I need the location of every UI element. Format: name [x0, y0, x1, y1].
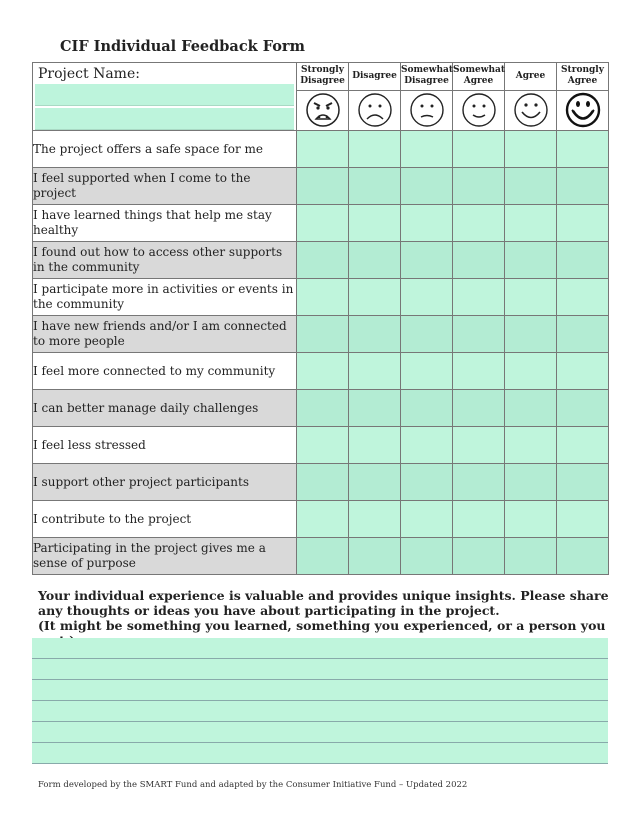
- scale-header-somewhat-agree: Somewhat Agree: [453, 63, 505, 91]
- slight-frown-face-icon: [409, 92, 445, 128]
- rating-cell-strongly-disagree[interactable]: [297, 353, 349, 390]
- scale-header-disagree: Disagree: [349, 63, 401, 91]
- rating-cell-strongly-agree[interactable]: [557, 390, 609, 427]
- rating-cell-disagree[interactable]: [349, 353, 401, 390]
- rating-cell-agree[interactable]: [505, 538, 557, 575]
- rating-cell-somewhat-disagree[interactable]: [401, 131, 453, 168]
- rating-cell-strongly-disagree[interactable]: [297, 205, 349, 242]
- rating-cell-disagree[interactable]: [349, 464, 401, 501]
- rating-cell-strongly-disagree[interactable]: [297, 131, 349, 168]
- comment-line[interactable]: [32, 680, 608, 701]
- statement-row: [33, 279, 609, 316]
- statement-text: The project offers a safe space for me: [33, 131, 297, 168]
- statement-text: I feel supported when I come to the project: [33, 168, 297, 205]
- rating-cell-disagree[interactable]: [349, 279, 401, 316]
- project-name-field-1[interactable]: [35, 84, 294, 106]
- rating-cell-agree[interactable]: [505, 279, 557, 316]
- statement-row: [33, 168, 609, 205]
- rating-cell-strongly-agree[interactable]: [557, 279, 609, 316]
- rating-cell-somewhat-agree[interactable]: [453, 538, 505, 575]
- rating-cell-strongly-disagree[interactable]: [297, 316, 349, 353]
- rating-cell-disagree[interactable]: [349, 390, 401, 427]
- statement-text: I contribute to the project: [33, 501, 297, 538]
- rating-cell-strongly-disagree[interactable]: [297, 168, 349, 205]
- comment-line[interactable]: [32, 743, 608, 764]
- comment-line[interactable]: [32, 701, 608, 722]
- rating-cell-agree[interactable]: [505, 427, 557, 464]
- scale-header-strongly-agree: Strongly Agree: [557, 63, 609, 91]
- rating-cell-strongly-agree[interactable]: [557, 538, 609, 575]
- rating-cell-somewhat-disagree[interactable]: [401, 538, 453, 575]
- statement-row: [33, 427, 609, 464]
- footer-note: Form developed by the SMART Fund and adapted by the Consumer Initiative Fund – Updated 2022: [38, 780, 468, 790]
- scale-header-strongly-disagree: Strongly Disagree: [297, 63, 349, 91]
- rating-cell-agree[interactable]: [505, 242, 557, 279]
- rating-cell-agree[interactable]: [505, 390, 557, 427]
- statement-text: I support other project participants: [33, 464, 297, 501]
- rating-cell-somewhat-agree[interactable]: [453, 501, 505, 538]
- statement-text: I found out how to access other supports in the community: [33, 242, 297, 279]
- rating-cell-strongly-agree[interactable]: [557, 205, 609, 242]
- rating-cell-somewhat-disagree[interactable]: [401, 353, 453, 390]
- comment-line[interactable]: [32, 722, 608, 743]
- rating-cell-strongly-agree[interactable]: [557, 316, 609, 353]
- angry-face-icon: [305, 92, 341, 128]
- statement-text: I can better manage daily challenges: [33, 390, 297, 427]
- statement-row: [33, 242, 609, 279]
- rating-cell-somewhat-disagree[interactable]: [401, 390, 453, 427]
- statement-text: I have learned things that help me stay healthy: [33, 205, 297, 242]
- rating-cell-disagree[interactable]: [349, 168, 401, 205]
- rating-cell-agree[interactable]: [505, 464, 557, 501]
- rating-cell-somewhat-agree[interactable]: [453, 353, 505, 390]
- rating-cell-strongly-disagree[interactable]: [297, 501, 349, 538]
- rating-cell-somewhat-agree[interactable]: [453, 205, 505, 242]
- comment-line[interactable]: [32, 638, 608, 659]
- rating-cell-strongly-agree[interactable]: [557, 353, 609, 390]
- rating-cell-somewhat-disagree[interactable]: [401, 316, 453, 353]
- rating-cell-strongly-disagree[interactable]: [297, 427, 349, 464]
- statement-row: [33, 501, 609, 538]
- rating-cell-somewhat-agree[interactable]: [453, 279, 505, 316]
- statement-text: I have new friends and/or I am connected to more people: [33, 316, 297, 353]
- rating-cell-strongly-agree[interactable]: [557, 131, 609, 168]
- rating-cell-somewhat-disagree[interactable]: [401, 242, 453, 279]
- rating-cell-strongly-disagree[interactable]: [297, 390, 349, 427]
- big-grin-face-icon: [565, 92, 601, 128]
- statement-text: I participate more in activities or events in the community: [33, 279, 297, 316]
- rating-cell-disagree[interactable]: [349, 131, 401, 168]
- rating-cell-strongly-agree[interactable]: [557, 168, 609, 205]
- rating-cell-strongly-disagree[interactable]: [297, 538, 349, 575]
- statement-row: [33, 316, 609, 353]
- rating-cell-strongly-agree[interactable]: [557, 501, 609, 538]
- rating-cell-disagree[interactable]: [349, 205, 401, 242]
- rating-cell-somewhat-agree[interactable]: [453, 131, 505, 168]
- project-name-cell: [33, 63, 297, 131]
- rating-cell-somewhat-agree[interactable]: [453, 464, 505, 501]
- statement-text: I feel less stressed: [33, 427, 297, 464]
- form-title: CIF Individual Feedback Form: [60, 38, 305, 55]
- rating-cell-disagree[interactable]: [349, 316, 401, 353]
- statement-text: Participating in the project gives me a sense of purpose: [33, 538, 297, 575]
- statement-row: [33, 353, 609, 390]
- rating-cell-disagree[interactable]: [349, 242, 401, 279]
- comment-lines: [32, 638, 608, 764]
- comment-prompt-hint: (It might be something you learned, something you experienced, or a person you: [38, 618, 606, 633]
- rating-cell-somewhat-agree[interactable]: [453, 390, 505, 427]
- project-name-label: Project Name:: [38, 66, 140, 82]
- rating-cell-somewhat-disagree[interactable]: [401, 168, 453, 205]
- rating-cell-strongly-disagree[interactable]: [297, 242, 349, 279]
- statement-text: I feel more connected to my community: [33, 353, 297, 390]
- frown-face-icon: [357, 92, 393, 128]
- slight-smile-face-icon: [461, 92, 497, 128]
- statement-row: [33, 538, 609, 575]
- rating-cell-strongly-agree[interactable]: [557, 242, 609, 279]
- rating-cell-somewhat-disagree[interactable]: [401, 279, 453, 316]
- rating-cell-agree[interactable]: [505, 205, 557, 242]
- rating-cell-somewhat-disagree[interactable]: [401, 205, 453, 242]
- rating-cell-somewhat-disagree[interactable]: [401, 427, 453, 464]
- rating-cell-somewhat-agree[interactable]: [453, 168, 505, 205]
- project-name-field-2[interactable]: [35, 108, 294, 130]
- rating-cell-somewhat-agree[interactable]: [453, 427, 505, 464]
- rating-cell-disagree[interactable]: [349, 501, 401, 538]
- rating-cell-somewhat-disagree[interactable]: [401, 501, 453, 538]
- smile-face-icon: [513, 92, 549, 128]
- statement-row: [33, 131, 609, 168]
- feedback-table: [32, 62, 609, 575]
- rating-cell-somewhat-agree[interactable]: [453, 242, 505, 279]
- rating-cell-agree[interactable]: [505, 316, 557, 353]
- rating-cell-somewhat-disagree[interactable]: [401, 464, 453, 501]
- rating-cell-agree[interactable]: [505, 501, 557, 538]
- rating-cell-strongly-disagree[interactable]: [297, 464, 349, 501]
- statement-row: [33, 205, 609, 242]
- scale-header-agree: Agree: [505, 63, 557, 91]
- rating-cell-agree[interactable]: [505, 131, 557, 168]
- rating-cell-somewhat-agree[interactable]: [453, 316, 505, 353]
- rating-cell-disagree[interactable]: [349, 427, 401, 464]
- rating-cell-strongly-disagree[interactable]: [297, 279, 349, 316]
- rating-cell-disagree[interactable]: [349, 538, 401, 575]
- statement-row: [33, 464, 609, 501]
- comment-line[interactable]: [32, 659, 608, 680]
- rating-cell-agree[interactable]: [505, 168, 557, 205]
- statement-row: [33, 390, 609, 427]
- rating-cell-agree[interactable]: [505, 353, 557, 390]
- comment-prompt-main: Your individual experience is valuable and provides unique insights. Please share any thoughts or ideas you have about participating in the project.: [38, 588, 609, 618]
- rating-cell-strongly-agree[interactable]: [557, 427, 609, 464]
- rating-cell-strongly-agree[interactable]: [557, 464, 609, 501]
- scale-header-somewhat-disagree: Somewhat Disagree: [401, 63, 453, 91]
